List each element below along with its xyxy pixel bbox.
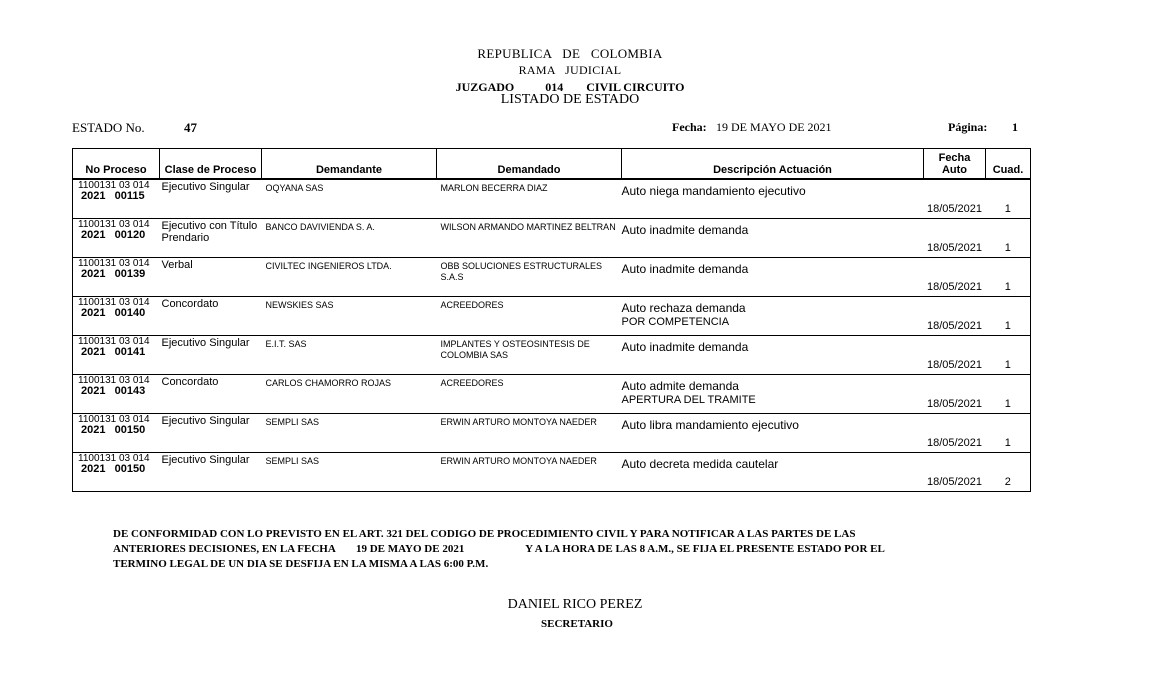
cell-cuad: 1 (986, 297, 1031, 336)
header-republica: REPUBLICA DE COLOMBIA (477, 46, 663, 61)
cell-clase: Ejecutivo con Título Prendario (160, 219, 262, 258)
cell-cuad: 1 (986, 258, 1031, 297)
pagina-value: 1 (1012, 120, 1018, 134)
cell-descripcion (622, 336, 924, 375)
col-clase: Clase de Proceso (160, 149, 262, 180)
proceso-number: 2021 00139 (81, 268, 146, 280)
descripcion-main: Auto inadmite demanda (621, 340, 749, 354)
table-row (73, 258, 1031, 297)
cell-descripcion (622, 375, 924, 414)
descripcion-main: Auto rechaza demanda (621, 301, 746, 315)
proceso-code: 1100131 03 014 (78, 453, 150, 464)
header-listado: LISTADO DE ESTADO (500, 92, 640, 107)
cell-descripcion (622, 414, 924, 453)
table-row (73, 453, 1031, 492)
proceso-code: 1100131 03 014 (78, 375, 150, 386)
cell-fecha-auto: 18/05/2021 (924, 414, 986, 453)
table-row (73, 179, 1031, 219)
proceso-code: 1100131 03 014 (78, 297, 150, 308)
cell-descripcion (622, 258, 924, 297)
cell-cuad: 1 (986, 336, 1031, 375)
cell-no-proceso (73, 414, 160, 453)
proceso-code: 1100131 03 014 (78, 258, 150, 269)
legal-line-1: DE CONFORMIDAD CON LO PREVISTO EN EL ART. 321 DEL CODIGO DE PROCEDIMIENTO CIVIL Y PARA NOTIFICAR A LAS PARTES DE LAS (113, 528, 856, 540)
cell-fecha-auto: 18/05/2021 (924, 258, 986, 297)
fecha-value: 19 DE MAYO DE 2021 (716, 120, 832, 134)
cell-clase: Verbal (160, 258, 262, 297)
cell-demandado: ACREEDORES (437, 375, 622, 414)
cell-demandado: MARLON BECERRA DIAZ (437, 179, 622, 219)
descripcion-main: Auto libra mandamiento ejecutivo (621, 418, 799, 432)
col-no-proceso: No Proceso (73, 149, 160, 180)
col-descripcion: Descripción Actuación (622, 149, 924, 180)
descripcion-detail: APERTURA DEL TRAMITE (621, 394, 756, 406)
legal-notice (113, 527, 973, 572)
cell-demandado: ERWIN ARTURO MONTOYA NAEDER (437, 453, 622, 492)
table-header-row (73, 149, 1031, 180)
cell-demandante: CIVILTEC INGENIEROS LTDA. (262, 258, 437, 297)
proceso-number: 2021 00150 (81, 463, 146, 475)
cell-demandado: WILSON ARMANDO MARTINEZ BELTRAN (437, 219, 622, 258)
descripcion-main: Auto inadmite demanda (621, 223, 749, 237)
col-demandante: Demandante (262, 149, 437, 180)
cell-no-proceso (73, 375, 160, 414)
cell-cuad: 1 (986, 179, 1031, 219)
cell-fecha-auto: 18/05/2021 (924, 219, 986, 258)
cell-demandante: CARLOS CHAMORRO ROJAS (262, 375, 437, 414)
court-label: JUZGADO (455, 80, 515, 94)
cell-demandante: NEWSKIES SAS (262, 297, 437, 336)
cell-no-proceso (73, 336, 160, 375)
cell-demandante: E.I.T. SAS (262, 336, 437, 375)
cell-no-proceso (73, 219, 160, 258)
proceso-code: 1100131 03 014 (78, 219, 150, 230)
court-number: 014 (545, 80, 564, 94)
table-row (73, 219, 1031, 258)
cell-fecha-auto: 18/05/2021 (924, 453, 986, 492)
cell-demandado: IMPLANTES Y OSTEOSINTESIS DE COLOMBIA SAS (437, 336, 622, 375)
estado-label: ESTADO No. (72, 120, 145, 135)
estado-table (72, 148, 1031, 492)
cell-no-proceso (73, 297, 160, 336)
cell-descripcion (622, 297, 924, 336)
cell-clase: Concordato (160, 297, 262, 336)
header-rama-judicial: RAMA JUDICIAL (518, 63, 622, 77)
proceso-number: 2021 00143 (81, 385, 146, 397)
cell-fecha-auto: 18/05/2021 (924, 375, 986, 414)
descripcion-detail: POR COMPETENCIA (621, 316, 730, 328)
cell-clase: Ejecutivo Singular (160, 336, 262, 375)
cell-no-proceso (73, 453, 160, 492)
cell-no-proceso (73, 179, 160, 219)
cell-clase: Ejecutivo Singular (160, 414, 262, 453)
proceso-code: 1100131 03 014 (78, 180, 150, 191)
cell-cuad: 1 (986, 375, 1031, 414)
proceso-number: 2021 00115 (81, 190, 145, 202)
table-row (73, 375, 1031, 414)
fecha-label: Fecha: (672, 120, 707, 134)
cell-demandante: OQYANA SAS (262, 179, 437, 219)
descripcion-main: Auto niega mandamiento ejecutivo (621, 184, 806, 198)
table-row (73, 336, 1031, 375)
court-type: CIVIL CIRCUITO (586, 80, 685, 94)
signer-name: DANIEL RICO PEREZ (507, 597, 643, 612)
cell-demandante: SEMPLI SAS (262, 453, 437, 492)
descripcion-main: Auto decreta medida cautelar (621, 457, 779, 471)
cell-descripcion (622, 219, 924, 258)
proceso-code: 1100131 03 014 (78, 414, 150, 425)
descripcion-main: Auto admite demanda (621, 379, 739, 393)
cell-demandado: ACREEDORES (437, 297, 622, 336)
signer-role: SECRETARIO (541, 618, 613, 630)
legal-line-2: ANTERIORES DECISIONES, EN LA FECHA 19 DE MAYO DE 2021 Y A LA HORA DE LAS 8 A.M., SE FIJA EL PRESENTE ESTADO POR EL (113, 543, 885, 555)
proceso-number: 2021 00141 (81, 346, 146, 358)
cell-demandado: OBB SOLUCIONES ESTRUCTURALES S.A.S (437, 258, 622, 297)
cell-cuad: 2 (986, 453, 1031, 492)
cell-fecha-auto: 18/05/2021 (924, 297, 986, 336)
proceso-code: 1100131 03 014 (78, 336, 150, 347)
cell-fecha-auto: 18/05/2021 (924, 336, 986, 375)
cell-clase: Ejecutivo Singular (160, 179, 262, 219)
table-row (73, 414, 1031, 453)
cell-fecha-auto: 18/05/2021 (924, 179, 986, 219)
col-fecha-auto: Fecha Auto (924, 149, 986, 180)
cell-clase: Concordato (160, 375, 262, 414)
col-demandado: Demandado (437, 149, 622, 180)
cell-demandado: ERWIN ARTURO MONTOYA NAEDER (437, 414, 622, 453)
estado-number: 47 (184, 120, 197, 135)
cell-demandante: SEMPLI SAS (262, 414, 437, 453)
table-row (73, 297, 1031, 336)
proceso-number: 2021 00140 (81, 307, 146, 319)
descripcion-main: Auto inadmite demanda (621, 262, 749, 276)
pagina-label: Página: (948, 120, 988, 134)
cell-clase: Ejecutivo Singular (160, 453, 262, 492)
col-cuad: Cuad. (986, 149, 1031, 180)
cell-demandante: BANCO DAVIVIENDA S. A. (262, 219, 437, 258)
cell-descripcion (622, 453, 924, 492)
proceso-number: 2021 00150 (81, 424, 146, 436)
proceso-number: 2021 00120 (81, 229, 146, 241)
cell-no-proceso (73, 258, 160, 297)
cell-cuad: 1 (986, 414, 1031, 453)
cell-descripcion (622, 179, 924, 219)
cell-cuad: 1 (986, 219, 1031, 258)
legal-line-3: TERMINO LEGAL DE UN DIA SE DESFIJA EN LA MISMA A LAS 6:00 P.M. (113, 558, 489, 570)
